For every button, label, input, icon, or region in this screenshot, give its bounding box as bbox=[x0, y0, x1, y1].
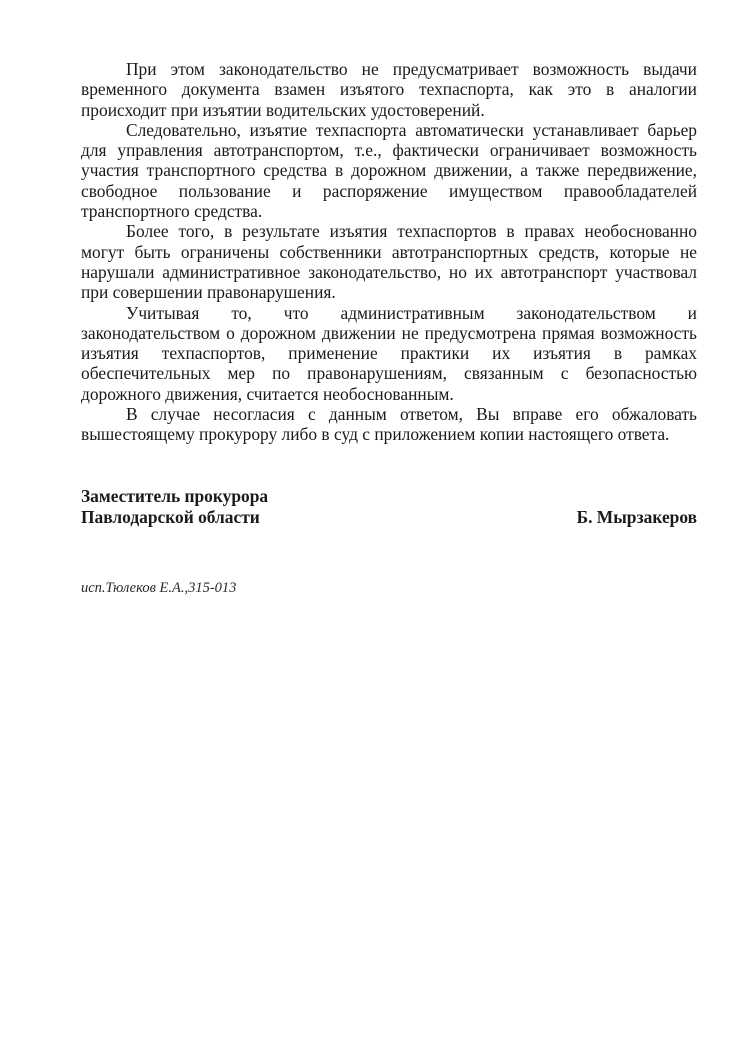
signatory-name: Б. Мырзакеров bbox=[576, 507, 697, 527]
paragraph-consequences: Следовательно, изъятие техпаспорта автоматически устанавливает барьер для управления автотранспортом, т.е., фактически ограничивает возможность участия транспортного средства в дорожном движении, а также передвижение, свободное пользование и распоряжение имуществом правообладателей транспортного средства. bbox=[81, 119, 697, 222]
signature-line-1 bbox=[81, 486, 697, 507]
paragraph-temporary-document: При этом законодательство не предусматривает возможность выдачи временного документа взамен изъятого техпаспорта, как это в аналогии происходит при изъятии водительских удостоверений. bbox=[81, 59, 697, 120]
paragraph-appeal: В случае несогласия с данным ответом, Вы вправе его обжаловать вышестоящему прокурору либо в суд с приложением копии настоящего ответа. bbox=[81, 404, 697, 445]
executor-note: исп.Тюлеков Е.А.,315-013 bbox=[81, 580, 237, 596]
signatory-position-line1: Заместитель прокурора bbox=[81, 486, 269, 506]
signatory-position-line2: Павлодарской области bbox=[81, 507, 260, 527]
signature-line-2 bbox=[81, 507, 697, 528]
paragraph-owners-rights: Более того, в результате изъятия техпаспортов в правах необоснованно могут быть ограничены собственники автотранспортных средств, которые не нарушали административное законодательство, но их автотранспорт участвовал при совершении правонарушения. bbox=[81, 221, 697, 303]
paragraph-conclusion: Учитывая то, что административным законодательством и законодательством о дорожном движении не предусмотрена прямая возможность изъятия техпаспортов, применение практики их изъятия в рамках обеспечительных мер по правонарушениям, связанным с безопасностью дорожного движения, считается необоснованным. bbox=[81, 302, 697, 404]
letter-body bbox=[81, 59, 697, 445]
signature-block bbox=[81, 486, 697, 528]
